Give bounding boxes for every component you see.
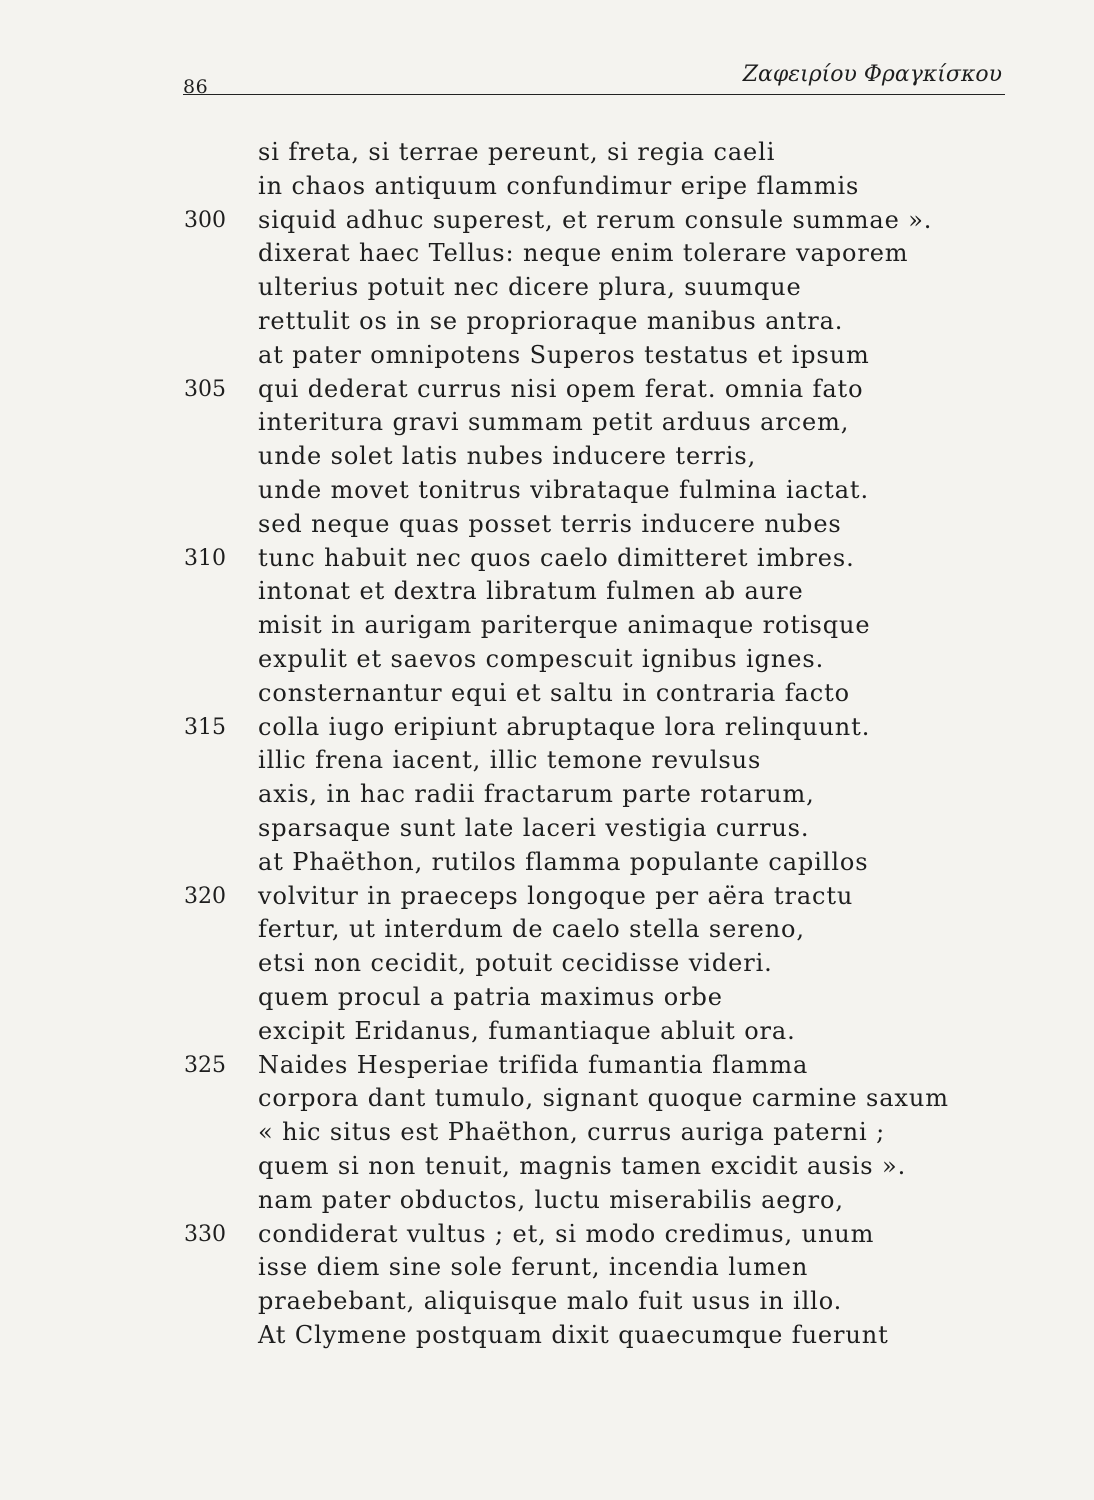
verse-text: at pater omnipotens Superos testatus et ipsum [258,340,870,369]
verse-text: colla iugo eripiunt abruptaque lora relinquunt. [258,712,871,741]
verse-text: dixerat haec Tellus: neque enim tolerare vaporem [258,239,909,268]
verse-text: sed neque quas posset terris inducere nubes [258,509,842,538]
verse-line [0,1251,1094,1285]
verse-line [0,237,1094,271]
verse-text: consternantur equi et saltu in contraria facto [258,678,850,707]
verse-line [0,204,1094,238]
running-head: Ζαφειρίου Φραγκίσκου [742,62,1002,87]
verse-line [0,575,1094,609]
line-number: 325 [184,1052,226,1078]
verse-line [0,305,1094,339]
verse-line [0,406,1094,440]
verse-line [0,271,1094,305]
verse-line [0,542,1094,576]
verse-text: at Phaëthon, rutilos flamma populante capillos [258,847,869,876]
verse-line [0,170,1094,204]
verse-text: etsi non cecidit, potuit cecidisse videri. [258,949,773,978]
verse-line [0,846,1094,880]
verse-line [0,1049,1094,1083]
verse-line [0,778,1094,812]
verse-text: At Clymene postquam dixit quaecumque fuerunt [258,1320,889,1349]
verse-text: praebebant, aliquisque malo fuit usus in illo. [258,1287,843,1316]
verse-line [0,744,1094,778]
line-number: 300 [184,207,226,233]
line-number: 305 [184,376,226,402]
verse-text: Naides Hesperiae trifida fumantia flamma [258,1050,809,1079]
verse-text: siquid adhuc superest, et rerum consule summae ». [258,205,933,234]
verse-text: tunc habuit nec quos caelo dimitteret imbres. [258,543,855,572]
verse-line [0,643,1094,677]
header-rule [183,94,1005,95]
line-number: 320 [184,883,226,909]
verse-text: ulterius potuit nec dicere plura, suumque [258,273,802,302]
verse-text: axis, in hac radii fractarum parte rotarum, [258,780,815,809]
verse-text: fertur, ut interdum de caelo stella sereno, [258,915,805,944]
verse-text: nam pater obductos, luctu miserabilis aegro, [258,1185,844,1214]
verse-line [0,474,1094,508]
verse-line [0,947,1094,981]
verse-line [0,1015,1094,1049]
line-number: 310 [184,545,226,571]
line-number: 315 [184,714,226,740]
verse-text: misit in aurigam pariterque animaque rotisque [258,611,871,640]
verse-text: in chaos antiquum confundimur eripe flammis [258,171,860,200]
verse-text: corpora dant tumulo, signant quoque carmine saxum [258,1084,949,1113]
page-number: 86 [183,76,209,98]
verse-text: expulit et saevos compescuit ignibus ignes. [258,644,825,673]
verse-line [0,1150,1094,1184]
verse-line [0,812,1094,846]
verse-text: intonat et dextra libratum fulmen ab aure [258,577,804,606]
verse-line [0,1184,1094,1218]
verse-text: qui dederat currus nisi opem ferat. omnia fato [258,374,864,403]
verse-line [0,711,1094,745]
verse-line [0,1285,1094,1319]
verse-text: si freta, si terrae pereunt, si regia caeli [258,138,776,166]
verse-line [0,440,1094,474]
verse-text: unde movet tonitrus vibrataque fulmina iactat. [258,475,869,504]
verse-line [0,981,1094,1015]
verse-line [0,508,1094,542]
verse-line [0,1218,1094,1252]
verse-text: illic frena iacent, illic temone revulsus [258,746,762,775]
verse-line [0,913,1094,947]
verse-text: rettulit os in se proprioraque manibus antra. [258,306,844,335]
verse-text: sparsaque sunt late laceri vestigia currus. [258,813,810,842]
verse-text: volvitur in praeceps longoque per aëra tractu [258,881,854,910]
line-number: 330 [184,1221,226,1247]
verse-line [0,1116,1094,1150]
verse-text: excipit Eridanus, fumantiaque abluit ora. [258,1016,796,1045]
verse-text: quem si non tenuit, magnis tamen excidit ausis ». [258,1151,907,1180]
poem-text [0,136,1094,1353]
verse-text: unde solet latis nubes inducere terris, [258,442,757,471]
verse-line [0,677,1094,711]
verse-line [0,1082,1094,1116]
verse-text: condiderat vultus ; et, si modo credimus, unum [258,1219,875,1248]
verse-line [0,609,1094,643]
verse-text: « hic situs est Phaëthon, currus auriga paterni ; [258,1118,886,1147]
verse-line [0,136,1094,170]
verse-line [0,1319,1094,1353]
verse-line [0,339,1094,373]
verse-text: quem procul a patria maximus orbe [258,982,723,1011]
verse-text: isse diem sine sole ferunt, incendia lumen [258,1253,809,1282]
verse-text: interitura gravi summam petit arduus arcem, [258,408,850,437]
verse-line [0,880,1094,914]
verse-line [0,373,1094,407]
